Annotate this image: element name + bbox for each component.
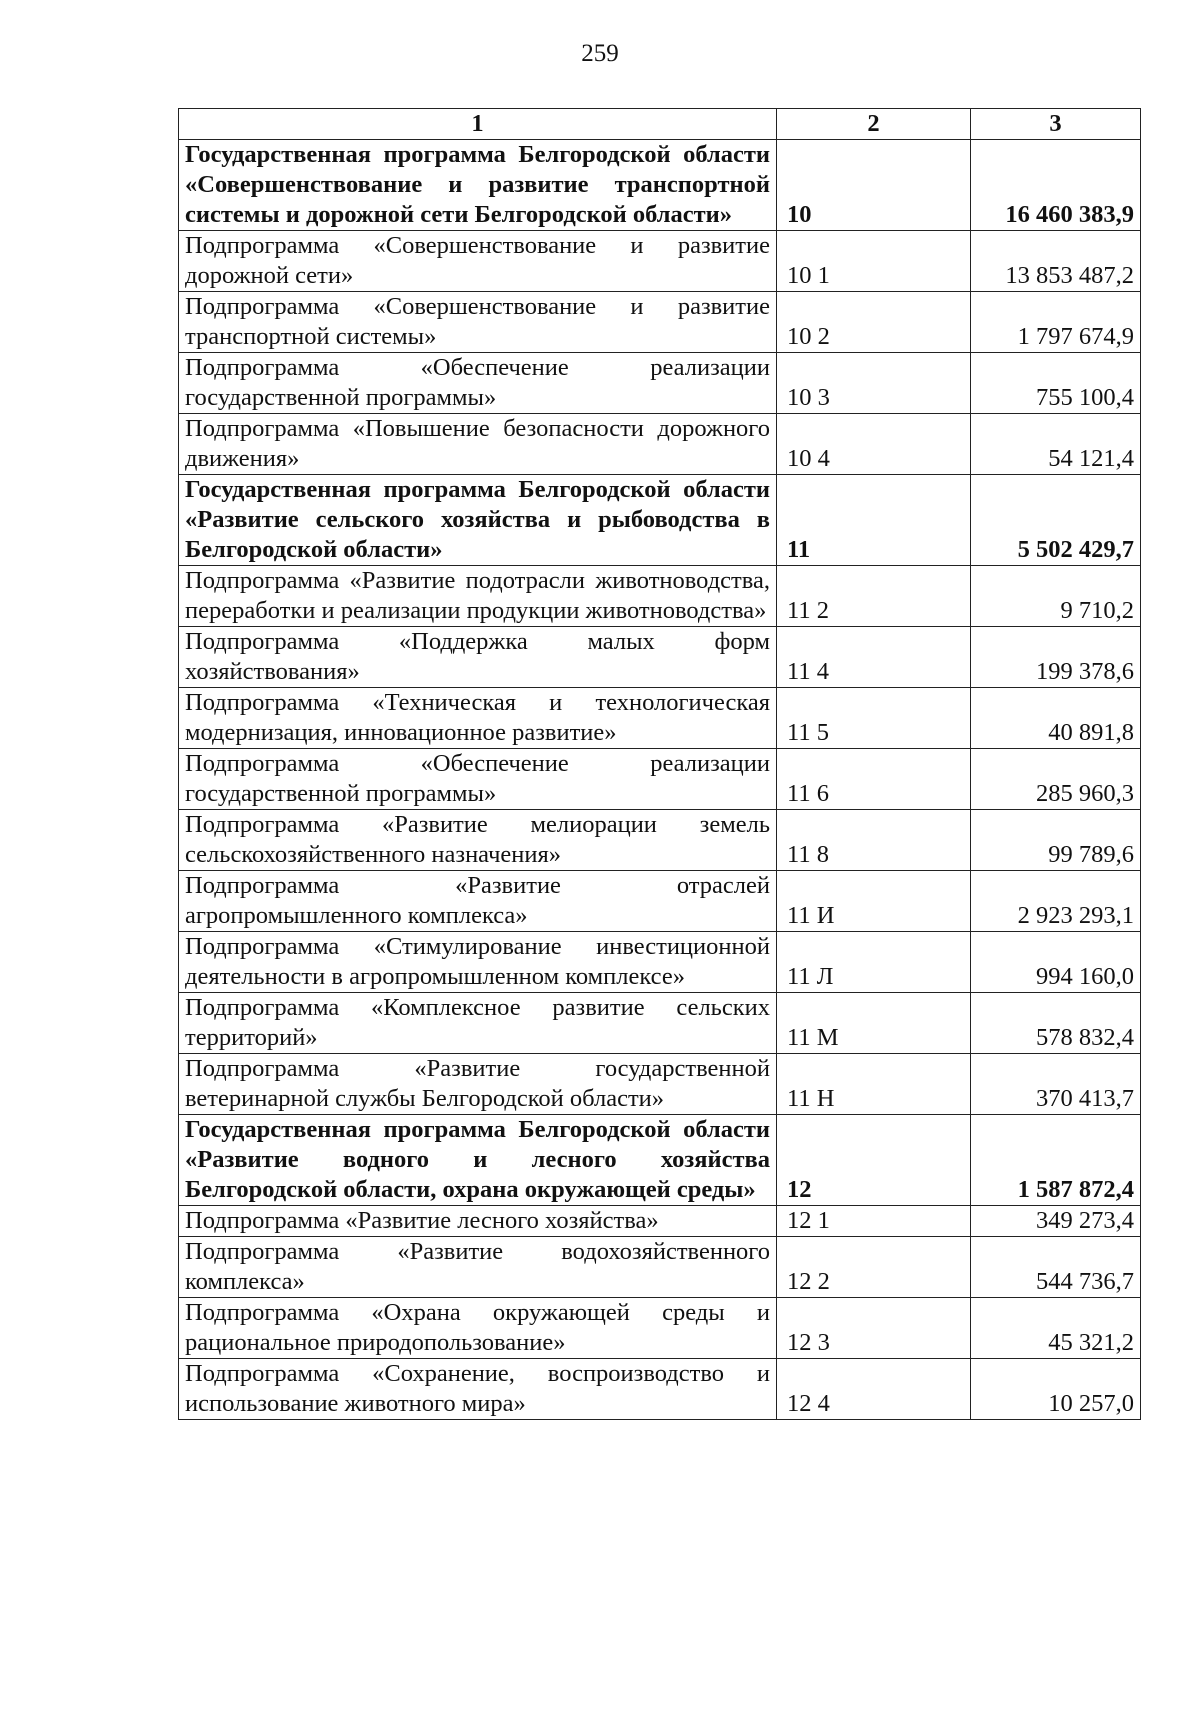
program-name-cell: Подпрограмма «Развитие водохозяйственного комплекса» <box>179 1237 777 1298</box>
page-number: 259 <box>581 40 619 67</box>
program-name-cell: Подпрограмма «Охрана окружающей среды и рациональное природопользование» <box>179 1298 777 1359</box>
program-code-cell: 10 <box>777 140 971 231</box>
amount-cell: 199 378,6 <box>971 627 1141 688</box>
table-row <box>179 140 1141 231</box>
table-row <box>179 810 1141 871</box>
program-name-cell: Подпрограмма «Повышение безопасности дорожного движения» <box>179 414 777 475</box>
program-name-cell: Подпрограмма «Совершенствование и развитие дорожной сети» <box>179 231 777 292</box>
program-code-cell: 11 Н <box>777 1054 971 1115</box>
program-code-cell: 10 2 <box>777 292 971 353</box>
program-code-cell: 11 4 <box>777 627 971 688</box>
amount-cell: 1 587 872,4 <box>971 1115 1141 1206</box>
amount-cell: 755 100,4 <box>971 353 1141 414</box>
program-name-cell: Подпрограмма «Развитие отраслей агропромышленного комплекса» <box>179 871 777 932</box>
amount-cell: 16 460 383,9 <box>971 140 1141 231</box>
program-name-cell: Подпрограмма «Сохранение, воспроизводство и использование животного мира» <box>179 1359 777 1420</box>
budget-table <box>178 108 1141 1420</box>
program-code-cell: 10 3 <box>777 353 971 414</box>
program-code-cell: 10 4 <box>777 414 971 475</box>
program-name-cell: Подпрограмма «Техническая и технологическая модернизация, инновационное развитие» <box>179 688 777 749</box>
amount-cell: 370 413,7 <box>971 1054 1141 1115</box>
table-row <box>179 1054 1141 1115</box>
program-name-cell: Государственная программа Белгородской области «Развитие водного и лесного хозяйства Белгородской области, охрана окружающей среды» <box>179 1115 777 1206</box>
table-row <box>179 1237 1141 1298</box>
table-row <box>179 566 1141 627</box>
table-row <box>179 932 1141 993</box>
amount-cell: 2 923 293,1 <box>971 871 1141 932</box>
amount-cell: 45 321,2 <box>971 1298 1141 1359</box>
program-name-cell: Подпрограмма «Развитие подотрасли животноводства, переработки и реализации продукции животноводства» <box>179 566 777 627</box>
amount-cell: 40 891,8 <box>971 688 1141 749</box>
program-code-cell: 10 1 <box>777 231 971 292</box>
table-row <box>179 688 1141 749</box>
table-row <box>179 414 1141 475</box>
program-code-cell: 11 М <box>777 993 971 1054</box>
amount-cell: 5 502 429,7 <box>971 475 1141 566</box>
program-name-cell: Государственная программа Белгородской области «Совершенствование и развитие транспортной системы и дорожной сети Белгородской области» <box>179 140 777 231</box>
program-name-cell: Подпрограмма «Обеспечение реализации государственной программы» <box>179 353 777 414</box>
column-header-3: 3 <box>971 109 1141 140</box>
program-name-cell: Подпрограмма «Комплексное развитие сельских территорий» <box>179 993 777 1054</box>
amount-cell: 1 797 674,9 <box>971 292 1141 353</box>
amount-cell: 544 736,7 <box>971 1237 1141 1298</box>
program-code-cell: 11 2 <box>777 566 971 627</box>
program-name-cell: Подпрограмма «Поддержка малых форм хозяйствования» <box>179 627 777 688</box>
program-code-cell: 12 1 <box>777 1206 971 1237</box>
amount-cell: 10 257,0 <box>971 1359 1141 1420</box>
table-row <box>179 627 1141 688</box>
table-row <box>179 292 1141 353</box>
amount-cell: 578 832,4 <box>971 993 1141 1054</box>
program-code-cell: 12 4 <box>777 1359 971 1420</box>
table-row <box>179 1206 1141 1237</box>
program-name-cell: Государственная программа Белгородской области «Развитие сельского хозяйства и рыбоводства в Белгородской области» <box>179 475 777 566</box>
table-header-row <box>179 109 1141 140</box>
program-code-cell: 11 5 <box>777 688 971 749</box>
program-code-cell: 11 8 <box>777 810 971 871</box>
amount-cell: 54 121,4 <box>971 414 1141 475</box>
program-name-cell: Подпрограмма «Обеспечение реализации государственной программы» <box>179 749 777 810</box>
program-name-cell: Подпрограмма «Развитие государственной ветеринарной службы Белгородской области» <box>179 1054 777 1115</box>
amount-cell: 13 853 487,2 <box>971 231 1141 292</box>
table-row <box>179 1359 1141 1420</box>
amount-cell: 285 960,3 <box>971 749 1141 810</box>
table-row <box>179 1298 1141 1359</box>
program-code-cell: 11 <box>777 475 971 566</box>
amount-cell: 9 710,2 <box>971 566 1141 627</box>
program-code-cell: 11 И <box>777 871 971 932</box>
program-code-cell: 11 6 <box>777 749 971 810</box>
program-name-cell: Подпрограмма «Развитие мелиорации земель сельскохозяйственного назначения» <box>179 810 777 871</box>
table-row <box>179 353 1141 414</box>
table-row <box>179 231 1141 292</box>
column-header-1: 1 <box>179 109 777 140</box>
program-code-cell: 12 <box>777 1115 971 1206</box>
amount-cell: 349 273,4 <box>971 1206 1141 1237</box>
table-row <box>179 749 1141 810</box>
program-code-cell: 11 Л <box>777 932 971 993</box>
program-code-cell: 12 2 <box>777 1237 971 1298</box>
amount-cell: 99 789,6 <box>971 810 1141 871</box>
table-row <box>179 475 1141 566</box>
program-name-cell: Подпрограмма «Развитие лесного хозяйства» <box>179 1206 777 1237</box>
program-name-cell: Подпрограмма «Совершенствование и развитие транспортной системы» <box>179 292 777 353</box>
program-code-cell: 12 3 <box>777 1298 971 1359</box>
table-row <box>179 993 1141 1054</box>
table-row <box>179 871 1141 932</box>
program-name-cell: Подпрограмма «Стимулирование инвестиционной деятельности в агропромышленном комплексе» <box>179 932 777 993</box>
column-header-2: 2 <box>777 109 971 140</box>
table-row <box>179 1115 1141 1206</box>
amount-cell: 994 160,0 <box>971 932 1141 993</box>
